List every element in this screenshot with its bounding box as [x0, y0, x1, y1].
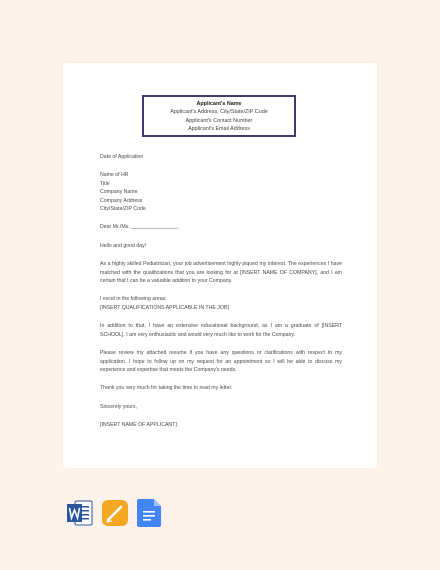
recipient-block — [100, 171, 342, 213]
applicant-header — [142, 95, 296, 137]
signature: [INSERT NAME OF APPLICANT] — [100, 422, 177, 429]
qualifications-block — [100, 295, 342, 312]
applicant-contact: Applicant's Contact Number — [185, 117, 253, 124]
qualifications-item: [INSERT QUALIFICATIONS APPLICABLE IN THE JOB] — [100, 304, 229, 311]
paragraph-education: In addition to that, I have an extensive educational background, as I am a graduate of [INSERT SCHOOL]. I am very enthusiastic and would very much like to work for the Company. — [100, 323, 342, 338]
thanks-line: Thank you very much for taking the time to read my letter. — [100, 385, 233, 392]
recipient-company: Company Name — [100, 189, 138, 196]
qualifications-intro: I excel in the following areas: — [100, 296, 167, 303]
paragraph-intro: As a highly skilled Pediatrician, your job advertisement highly piqued my interest. The experiences I have matched with the qualifications that you are looking for at [INSERT NAME OF COMPANY], and I am certain that I can be a valuable addition to your Company. — [100, 261, 342, 285]
paragraph-review: Please review my attached resume if you have any questions or clarifications with respect to my application. I hope to follow up on my request for an appointment so I will be able to discuss my experience and expertise that meets the Company's needs. — [100, 350, 342, 373]
applicant-name: Applicant's Name — [196, 101, 242, 107]
word-icon[interactable] — [67, 499, 93, 527]
applicant-address: Applicant's Address, City/State/ZIP Code — [170, 109, 268, 116]
pages-icon[interactable] — [102, 499, 128, 527]
recipient-title: Title — [100, 180, 110, 187]
greeting: Hello and good day! — [100, 242, 147, 249]
google-docs-icon[interactable] — [137, 499, 163, 527]
recipient-city: City/State/ZIP Code — [100, 206, 146, 213]
closing: Sincerely yours, — [100, 403, 137, 410]
applicant-email: Applicant's Email Address — [188, 126, 250, 133]
recipient-address: Company Address — [100, 197, 143, 204]
application-date: Date of Application — [100, 154, 144, 160]
salutation: Dear Mr./Ms. ________________, — [100, 224, 179, 231]
letter-body — [100, 153, 342, 440]
recipient-name: Name of HR — [100, 172, 129, 179]
letter-page — [63, 63, 377, 468]
